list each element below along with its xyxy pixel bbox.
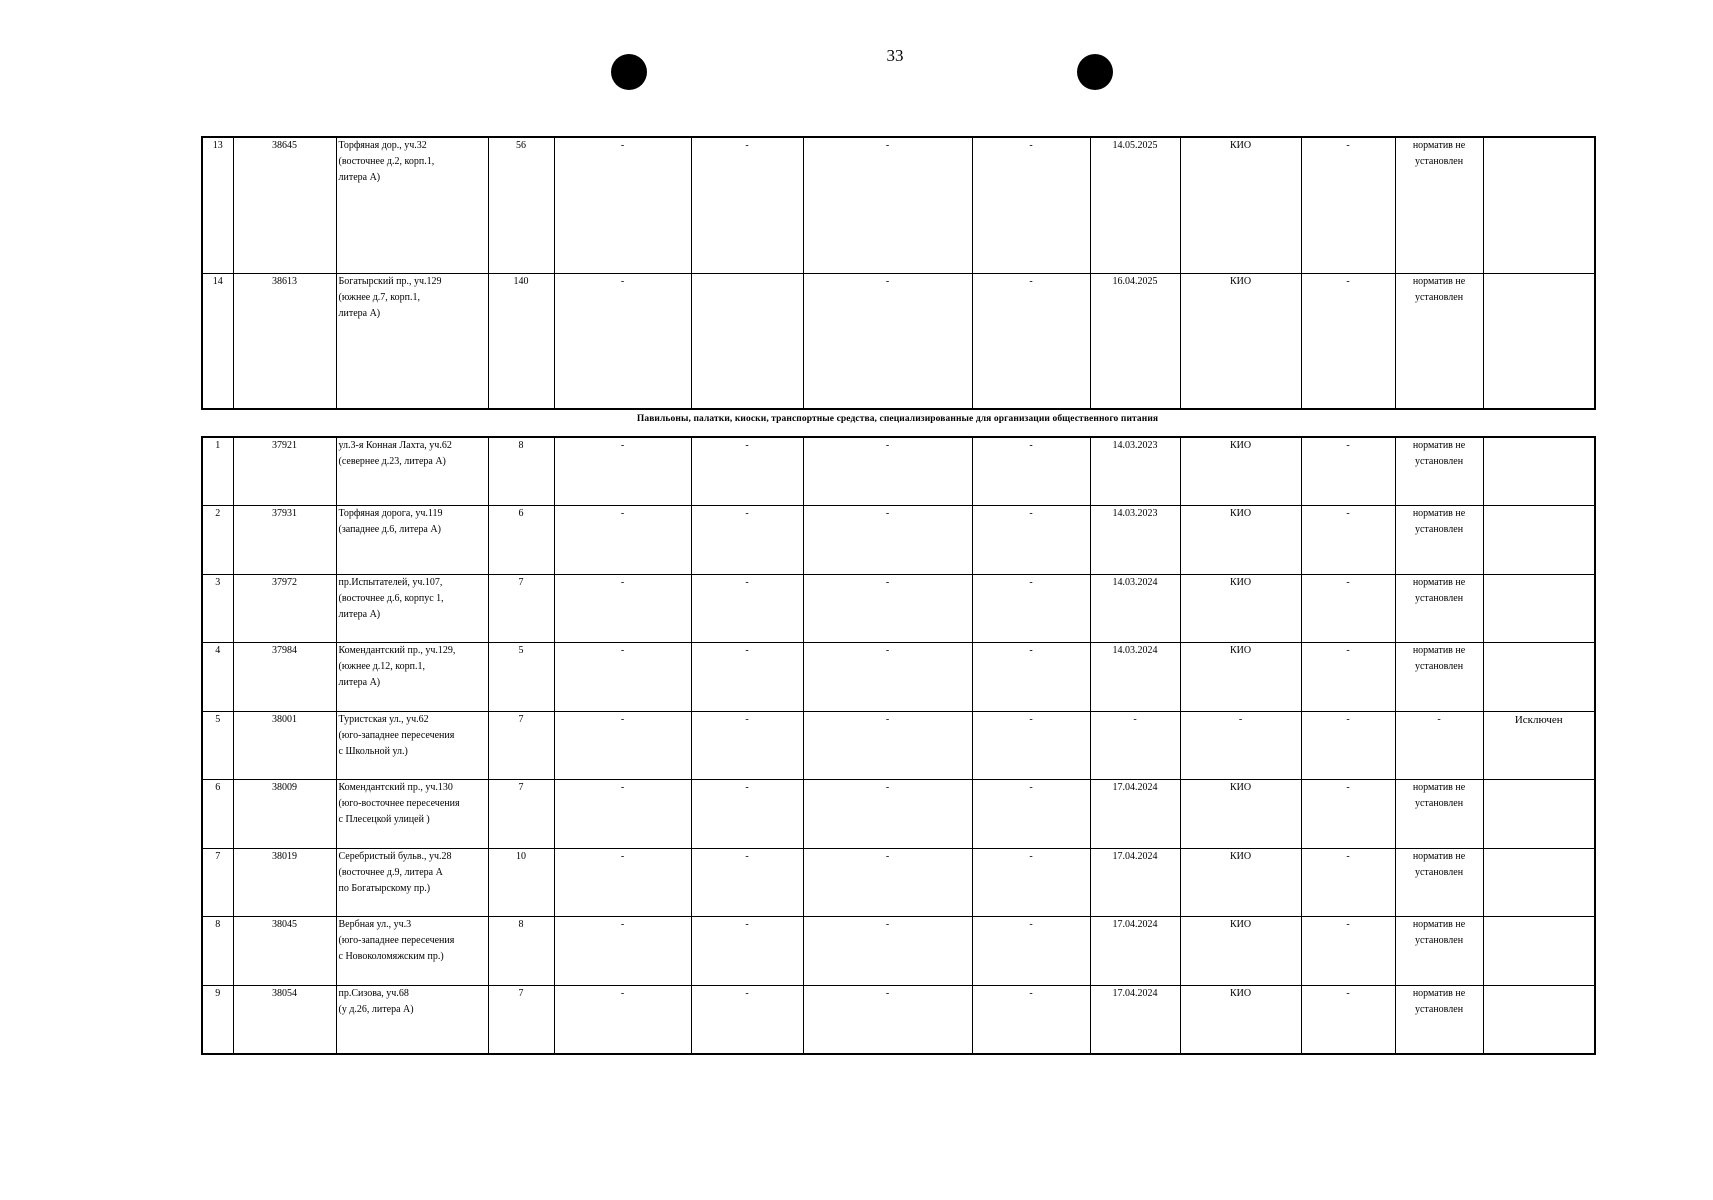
placement-id: 38019	[233, 848, 336, 917]
placement-id: 38613	[233, 273, 336, 409]
cell-col11: -	[1301, 273, 1395, 409]
organization: -	[1180, 711, 1301, 780]
section-heading: Павильоны, палатки, киоски, транспортные средства, специализированные для организации общественного питания	[636, 414, 1159, 424]
date: 17.04.2024	[1090, 917, 1180, 986]
date: 17.04.2024	[1090, 985, 1180, 1054]
status: норматив не установлен	[1395, 437, 1483, 506]
table-row	[202, 985, 1595, 1054]
area: 7	[488, 574, 554, 643]
status: норматив не установлен	[1395, 643, 1483, 712]
status: норматив не установлен	[1395, 137, 1483, 273]
cell-col7: -	[803, 643, 972, 712]
cell-col8: -	[972, 848, 1090, 917]
cell-col7: -	[803, 780, 972, 849]
cell-col7: -	[803, 506, 972, 575]
table-row	[202, 780, 1595, 849]
catering-pavilions-table	[201, 436, 1596, 1055]
row-number: 4	[202, 643, 233, 712]
cell-col5: -	[554, 985, 691, 1054]
date: 14.03.2024	[1090, 643, 1180, 712]
organization: КИО	[1180, 574, 1301, 643]
status: норматив не установлен	[1395, 917, 1483, 986]
status: норматив не установлен	[1395, 273, 1483, 409]
cell-col11: -	[1301, 643, 1395, 712]
organization: КИО	[1180, 985, 1301, 1054]
organization: КИО	[1180, 643, 1301, 712]
placement-id: 38054	[233, 985, 336, 1054]
organization: КИО	[1180, 137, 1301, 273]
cell-col7: -	[803, 917, 972, 986]
cell-col6: -	[691, 848, 803, 917]
placement-id: 38009	[233, 780, 336, 849]
cell-col6: -	[691, 643, 803, 712]
note: Исключен	[1483, 711, 1595, 780]
cell-col11: -	[1301, 137, 1395, 273]
cell-col5: -	[554, 917, 691, 986]
date: -	[1090, 711, 1180, 780]
status: -	[1395, 711, 1483, 780]
cell-col5: -	[554, 137, 691, 273]
status: норматив не установлен	[1395, 848, 1483, 917]
cell-col5: -	[554, 574, 691, 643]
cell-col7: -	[803, 574, 972, 643]
area: 5	[488, 643, 554, 712]
address: пр.Сизова, уч.68 (у д.26, литера А)	[336, 985, 488, 1054]
cell-col6: -	[691, 437, 803, 506]
area: 8	[488, 437, 554, 506]
cell-col8: -	[972, 506, 1090, 575]
placement-id: 37921	[233, 437, 336, 506]
cell-col8: -	[972, 917, 1090, 986]
date: 14.05.2025	[1090, 137, 1180, 273]
organization: КИО	[1180, 273, 1301, 409]
cell-col8: -	[972, 711, 1090, 780]
organization: КИО	[1180, 917, 1301, 986]
placement-id: 37972	[233, 574, 336, 643]
note	[1483, 273, 1595, 409]
organization: КИО	[1180, 437, 1301, 506]
cell-col11: -	[1301, 917, 1395, 986]
cell-col6: -	[691, 780, 803, 849]
row-number: 1	[202, 437, 233, 506]
cell-col7: -	[803, 273, 972, 409]
note	[1483, 643, 1595, 712]
cell-col7: -	[803, 848, 972, 917]
address: ул.3-я Конная Лахта, уч.62 (севернее д.23, литера А)	[336, 437, 488, 506]
placement-id: 37931	[233, 506, 336, 575]
area: 7	[488, 780, 554, 849]
address: Туристская ул., уч.62 (юго-западнее пересечения с Школьной ул.)	[336, 711, 488, 780]
placement-id: 38045	[233, 917, 336, 986]
area: 7	[488, 711, 554, 780]
cell-col7: -	[803, 711, 972, 780]
table-row	[202, 437, 1595, 506]
address: Торфяная дор., уч.32 (восточнее д.2, корп.1, литера А)	[336, 137, 488, 273]
address: Комендантский пр., уч.130 (юго-восточнее пересечения с Плесецкой улицей )	[336, 780, 488, 849]
cell-col11: -	[1301, 985, 1395, 1054]
cell-col11: -	[1301, 711, 1395, 780]
area: 6	[488, 506, 554, 575]
date: 16.04.2025	[1090, 273, 1180, 409]
address: Комендантский пр., уч.129, (южнее д.12, корп.1, литера А)	[336, 643, 488, 712]
cell-col8: -	[972, 643, 1090, 712]
note	[1483, 437, 1595, 506]
page-number: 33	[886, 46, 904, 65]
placement-id: 38645	[233, 137, 336, 273]
area: 7	[488, 985, 554, 1054]
address: Богатырский пр., уч.129 (южнее д.7, корп.1, литера А)	[336, 273, 488, 409]
table-row	[202, 711, 1595, 780]
cell-col6: -	[691, 985, 803, 1054]
cell-col8: -	[972, 137, 1090, 273]
row-number: 13	[202, 137, 233, 273]
note	[1483, 574, 1595, 643]
table-row	[202, 848, 1595, 917]
date: 14.03.2024	[1090, 574, 1180, 643]
organization: КИО	[1180, 780, 1301, 849]
address: Серебристый бульв., уч.28 (восточнее д.9, литера А по Богатырскому пр.)	[336, 848, 488, 917]
status: норматив не установлен	[1395, 985, 1483, 1054]
area: 140	[488, 273, 554, 409]
cell-col8: -	[972, 574, 1090, 643]
cell-col5: -	[554, 780, 691, 849]
cell-col11: -	[1301, 574, 1395, 643]
note	[1483, 917, 1595, 986]
cell-col5: -	[554, 643, 691, 712]
table-row	[202, 574, 1595, 643]
address: Вербная ул., уч.3 (юго-западнее пересечения с Новоколомяжским пр.)	[336, 917, 488, 986]
date: 17.04.2024	[1090, 848, 1180, 917]
cell-col5: -	[554, 711, 691, 780]
cell-col6	[691, 273, 803, 409]
note	[1483, 137, 1595, 273]
table-row	[202, 643, 1595, 712]
cell-col5: -	[554, 437, 691, 506]
area: 8	[488, 917, 554, 986]
organization: КИО	[1180, 506, 1301, 575]
cell-col11: -	[1301, 506, 1395, 575]
note	[1483, 985, 1595, 1054]
row-number: 3	[202, 574, 233, 643]
cell-col5: -	[554, 506, 691, 575]
status: норматив не установлен	[1395, 780, 1483, 849]
cell-col7: -	[803, 437, 972, 506]
status: норматив не установлен	[1395, 506, 1483, 575]
cell-col7: -	[803, 137, 972, 273]
note	[1483, 780, 1595, 849]
cell-col6: -	[691, 711, 803, 780]
cell-col8: -	[972, 273, 1090, 409]
table-row	[202, 137, 1595, 273]
table-row	[202, 273, 1595, 409]
status: норматив не установлен	[1395, 574, 1483, 643]
address: Торфяная дорога, уч.119 (западнее д.6, литера А)	[336, 506, 488, 575]
note	[1483, 506, 1595, 575]
cell-col8: -	[972, 437, 1090, 506]
date: 17.04.2024	[1090, 780, 1180, 849]
cell-col6: -	[691, 137, 803, 273]
cell-col8: -	[972, 780, 1090, 849]
cell-col6: -	[691, 574, 803, 643]
table-row	[202, 917, 1595, 986]
cell-col7: -	[803, 985, 972, 1054]
cell-col5: -	[554, 848, 691, 917]
placement-id: 37984	[233, 643, 336, 712]
row-number: 6	[202, 780, 233, 849]
date: 14.03.2023	[1090, 437, 1180, 506]
row-number: 14	[202, 273, 233, 409]
placement-table-continued	[201, 136, 1596, 410]
area: 56	[488, 137, 554, 273]
punch-hole-right	[1077, 54, 1113, 90]
cell-col11: -	[1301, 848, 1395, 917]
organization: КИО	[1180, 848, 1301, 917]
cell-col11: -	[1301, 437, 1395, 506]
cell-col6: -	[691, 506, 803, 575]
cell-col5: -	[554, 273, 691, 409]
address: пр.Испытателей, уч.107, (восточнее д.6, корпус 1, литера А)	[336, 574, 488, 643]
placement-id: 38001	[233, 711, 336, 780]
table-row	[202, 506, 1595, 575]
row-number: 7	[202, 848, 233, 917]
cell-col8: -	[972, 985, 1090, 1054]
date: 14.03.2023	[1090, 506, 1180, 575]
row-number: 8	[202, 917, 233, 986]
row-number: 5	[202, 711, 233, 780]
row-number: 2	[202, 506, 233, 575]
note	[1483, 848, 1595, 917]
punch-hole-left	[611, 54, 647, 90]
row-number: 9	[202, 985, 233, 1054]
area: 10	[488, 848, 554, 917]
cell-col11: -	[1301, 780, 1395, 849]
cell-col6: -	[691, 917, 803, 986]
